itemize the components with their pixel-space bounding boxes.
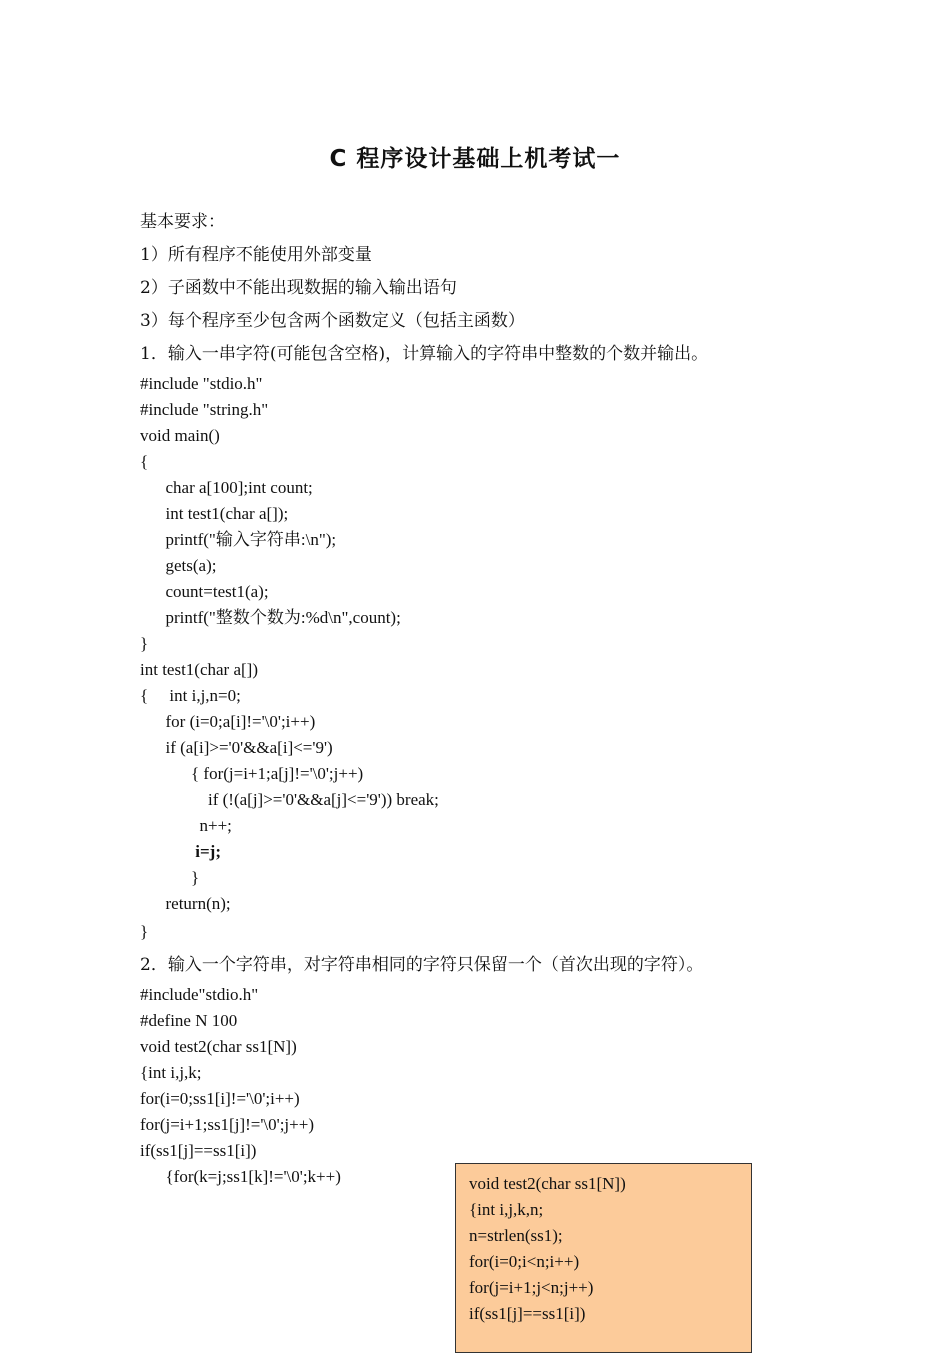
alternative-solution-box — [455, 1163, 752, 1353]
code-line: gets(a); — [140, 556, 217, 575]
requirement-item: 2）子函数中不能出现数据的输入输出语句 — [140, 278, 457, 298]
requirement-item: 1）所有程序不能使用外部变量 — [140, 245, 372, 265]
code-line: #include "stdio.h" — [140, 374, 263, 393]
code-line: return(n); — [140, 894, 231, 913]
code-line: #define N 100 — [140, 1011, 238, 1030]
code-line: if(ss1[j]==ss1[i]) — [469, 1304, 586, 1323]
code-line: for(j=i+1;ss1[j]!='\0';j++) — [140, 1115, 314, 1134]
code-line: void test2(char ss1[N]) — [140, 1037, 297, 1056]
code-line: {int i,j,k; — [140, 1063, 202, 1082]
code-line: } — [140, 634, 149, 653]
code-line: int test1(char a[]); — [140, 504, 289, 523]
code-line: for(i=0;i<n;i++) — [469, 1252, 580, 1271]
code-line: for(i=0;ss1[i]!='\0';i++) — [140, 1089, 300, 1108]
code-line: for(j=i+1;j<n;j++) — [469, 1278, 594, 1297]
code-line: void test2(char ss1[N]) — [469, 1174, 626, 1193]
code-line: #include"stdio.h" — [140, 985, 259, 1004]
requirements-heading: 基本要求： — [140, 212, 225, 232]
code-line: if (!(a[j]>='0'&&a[j]<='9')) break; — [140, 790, 439, 809]
code-line: { for(j=i+1;a[j]!='\0';j++) — [140, 764, 364, 783]
code-line: { int i,j,n=0; — [140, 686, 241, 705]
code-line: } — [140, 868, 200, 887]
code-line: printf("整数个数为:%d\n",count); — [140, 608, 401, 627]
code-line: {int i,j,k,n; — [469, 1200, 544, 1219]
code-line: } — [140, 922, 149, 941]
document-title: C 程序设计基础上机考试一 — [329, 146, 621, 172]
code-line: void main() — [140, 426, 220, 445]
code-line: if (a[i]>='0'&&a[i]<='9') — [140, 738, 333, 757]
requirement-item: 3）每个程序至少包含两个函数定义（包括主函数） — [140, 311, 525, 331]
code-line: printf("输入字符串:\n"); — [140, 530, 337, 549]
code-line: n=strlen(ss1); — [469, 1226, 563, 1245]
code-line: for (i=0;a[i]!='\0';i++) — [140, 712, 316, 731]
code-line: int test1(char a[]) — [140, 660, 258, 679]
code-line: { — [140, 452, 149, 471]
code-line: #include "string.h" — [140, 400, 269, 419]
code-line: count=test1(a); — [140, 582, 269, 601]
question-1-text: 1．输入一串字符(可能包含空格)，计算输入的字符串中整数的个数并输出。 — [140, 344, 709, 364]
code-line-highlighted: i=j; — [140, 842, 221, 861]
code-line: if(ss1[j]==ss1[i]) — [140, 1141, 257, 1160]
code-line: {for(k=j;ss1[k]!='\0';k++) — [140, 1167, 341, 1186]
code-line: n++; — [140, 816, 232, 835]
question-2-text: 2．输入一个字符串，对字符串相同的字符只保留一个（首次出现的字符）。 — [140, 955, 704, 975]
code-line: char a[100];int count; — [140, 478, 313, 497]
